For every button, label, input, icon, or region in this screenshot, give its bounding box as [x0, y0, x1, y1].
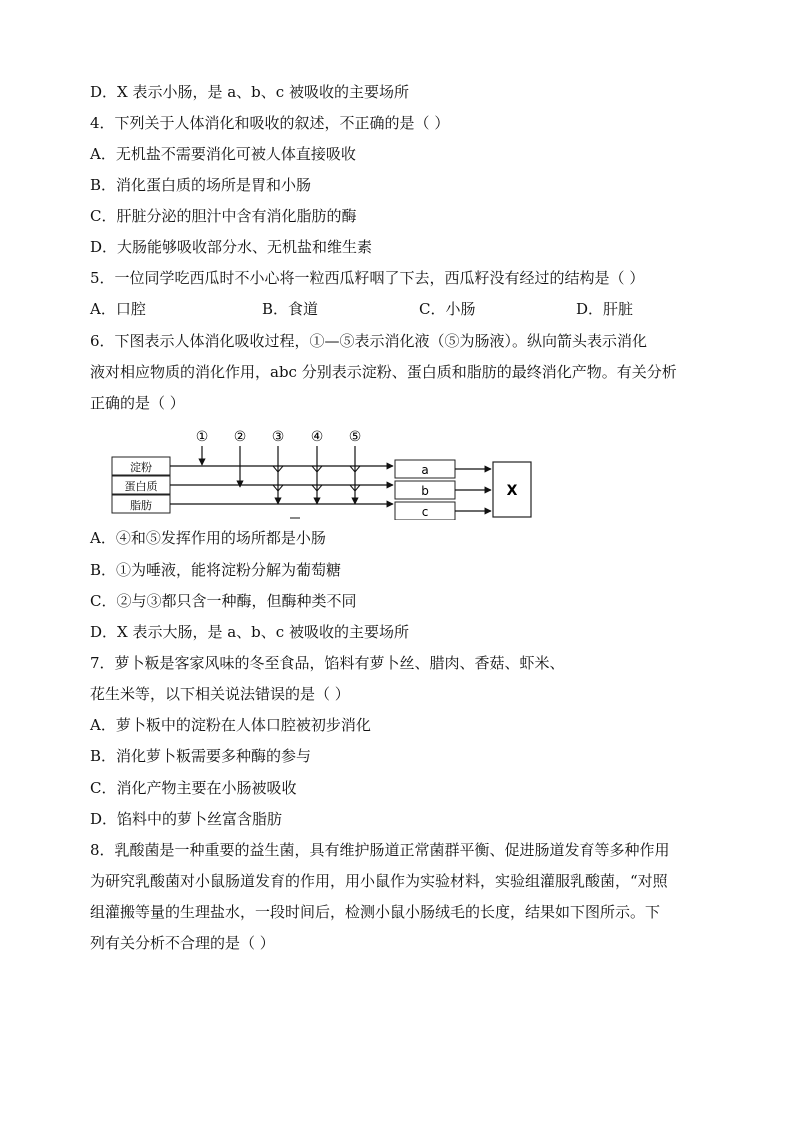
juice-4-label: ④: [310, 429, 324, 445]
q6-option-d: D．X 表示大肠，是 a、b、c 被吸收的主要场所: [90, 623, 409, 641]
q4-option-c: C．肝脏分泌的胆汁中含有消化脂肪的酶: [90, 207, 357, 225]
q4-stem: 4．下列关于人体消化和吸收的叙述，不正确的是（ ）: [90, 114, 450, 132]
juice-5-label: ⑤: [348, 429, 362, 445]
q7-stem-line-2: 花生米等，以下相关说法错误的是（ ）: [90, 685, 350, 703]
q5-option-b: B．食道: [262, 300, 319, 318]
q3-option-d: D．X 表示小肠，是 a、b、c 被吸收的主要场所: [90, 83, 409, 101]
q4-option-d: D．大肠能够吸收部分水、无机盐和维生素: [90, 238, 373, 256]
q8-stem-line-2: 为研究乳酸菌对小鼠肠道发育的作用，用小鼠作为实验材料，实验组灌服乳酸菌，“对照: [90, 872, 668, 890]
q5-option-c: C．小肠: [419, 300, 476, 318]
q6-option-b: B．①为唾液，能将淀粉分解为葡萄糖: [90, 561, 342, 579]
protein-label: 蛋白质: [124, 480, 158, 493]
q6-option-c: C．②与③都只含一种酶，但酶种类不同: [90, 592, 357, 610]
q7-option-a: A．萝卜粄中的淀粉在人体口腔被初步消化: [90, 716, 371, 734]
juice-1-label: ①: [195, 429, 209, 445]
q6-stem-line-2: 液对相应物质的消化作用，abc 分别表示淀粉、蛋白质和脂肪的最终消化产物。有关分析: [90, 363, 677, 381]
product-c-label: c: [421, 505, 429, 519]
juice-3-label: ③: [271, 429, 285, 445]
x-label: X: [506, 483, 518, 499]
q7-option-b: B．消化萝卜粄需要多种酶的参与: [90, 747, 312, 765]
q8-stem-line-1: 8．乳酸菌是一种重要的益生菌，具有维护肠道正常菌群平衡、促进肠道发育等多种作用: [90, 841, 670, 859]
digestion-diagram: [90, 424, 536, 520]
q7-option-c: C．消化产物主要在小肠被吸收: [90, 779, 297, 797]
q6-option-a: A．④和⑤发挥作用的场所都是小肠: [90, 529, 326, 547]
q5-options: [90, 299, 690, 319]
product-a-label: a: [421, 463, 429, 477]
q7-option-d: D．馅料中的萝卜丝富含脂肪: [90, 810, 283, 828]
product-b-label: b: [421, 484, 429, 498]
q5-option-d: D．肝脏: [576, 300, 634, 318]
fat-label: 脂肪: [130, 499, 152, 512]
q7-stem-line-1: 7．萝卜粄是客家风味的冬至食品，馅料有萝卜丝、腊肉、香菇、虾米、: [90, 654, 565, 672]
q4-option-b: B．消化蛋白质的场所是胃和小肠: [90, 176, 312, 194]
juice-2-label: ②: [233, 429, 247, 445]
starch-label: 淀粉: [130, 461, 152, 474]
q6-stem-line-3: 正确的是（ ）: [90, 394, 185, 412]
q6-stem-line-1: 6．下图表示人体消化吸收过程，①—⑤表示消化液（⑤为肠液）。纵向箭头表示消化: [90, 332, 648, 350]
q8-stem-line-3: 组灌搬等量的生理盐水，一段时间后，检测小鼠小肠绒毛的长度，结果如下图所示。下: [90, 903, 661, 921]
q5-stem: 5．一位同学吃西瓜时不小心将一粒西瓜籽咽了下去，西瓜籽没有经过的结构是（ ）: [90, 269, 645, 287]
q4-option-a: A．无机盐不需要消化可被人体直接吸收: [90, 145, 356, 163]
q5-option-a: A．口腔: [90, 300, 146, 318]
q8-stem-line-4: 列有关分析不合理的是（ ）: [90, 934, 275, 952]
digestion-diagram-svg: [90, 424, 536, 520]
